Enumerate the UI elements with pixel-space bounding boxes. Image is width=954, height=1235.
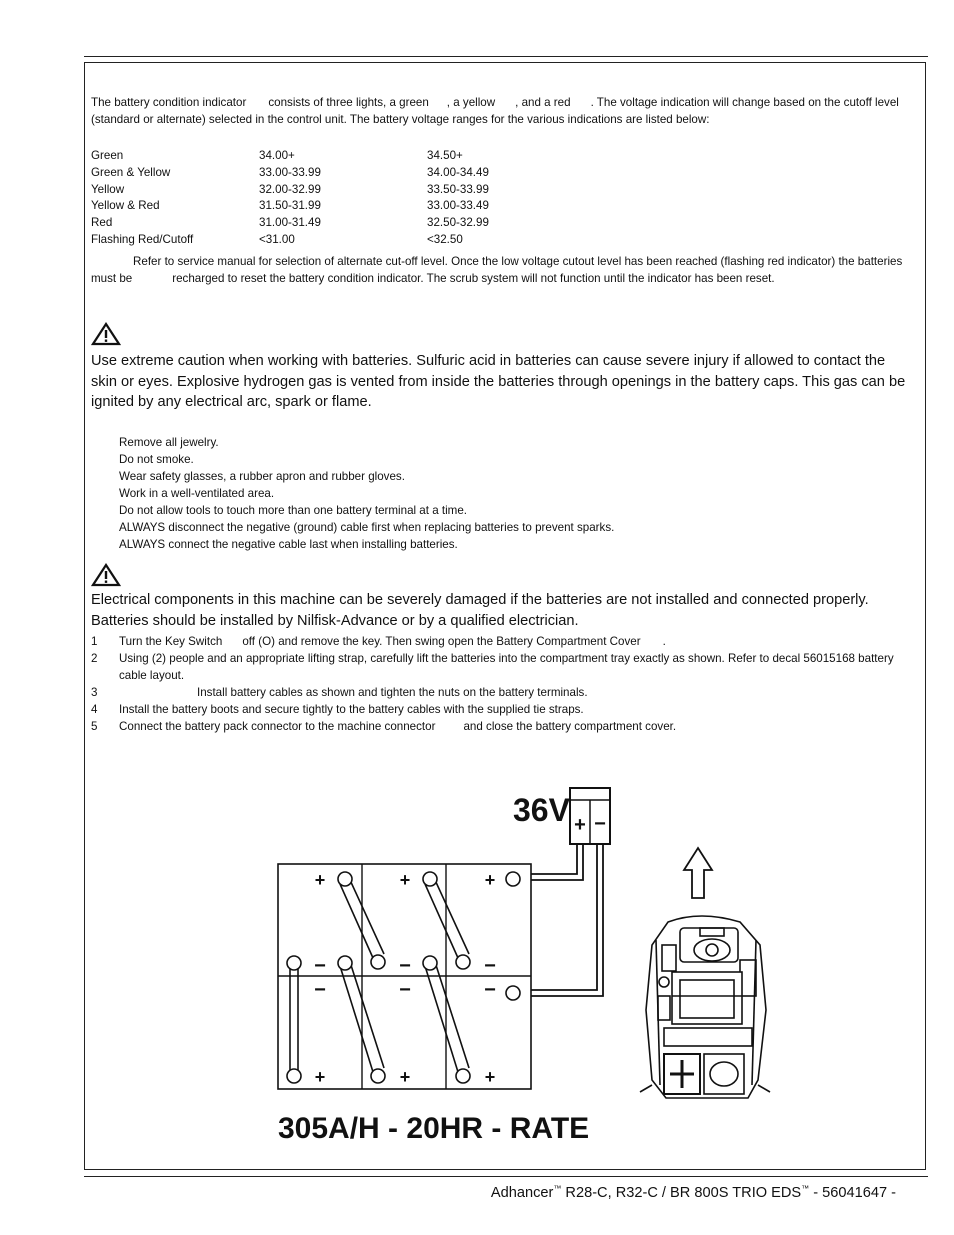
table-cell: Green & Yellow [91, 165, 171, 179]
table-cell: 34.50+ [427, 149, 463, 162]
step-text: Connect the battery pack connector to the machine connector [119, 720, 436, 733]
step-number: 2 [91, 652, 98, 665]
terminal-minus-label: − [399, 979, 411, 1001]
table-cell: 31.00-31.49 [259, 216, 321, 230]
list-item: ALWAYS connect the negative cable last when installing batteries. [119, 538, 458, 551]
note-text-1: Refer to service manual for selection of alternate cut-off level. Once the low voltage cutout level has been reached (flashing red indicator) the batteries must be [91, 255, 903, 285]
terminal-minus-label: − [314, 955, 326, 977]
intro-text-3: , a yellow [446, 96, 496, 109]
terminal-minus-label: − [314, 979, 326, 1001]
step-text: . [662, 635, 666, 648]
table-cell: <32.50 [427, 232, 463, 246]
step-text: Install the battery boots and secure tightly to the battery cables with the supplied tie straps. [119, 703, 584, 716]
list-item: Do not allow tools to touch more than one battery terminal at a time. [119, 504, 467, 517]
machine-top-view [640, 916, 770, 1098]
table-cell: 33.50-33.99 [427, 182, 489, 196]
table-cell: 32.50-32.99 [427, 216, 489, 230]
intro-text-1: The battery condition indicator [91, 96, 247, 109]
step-number: 1 [91, 635, 98, 648]
warning-battery-text: Use extreme caution when working with batteries. Sulfuric acid in batteries can cause severe injury if allowed to contact the skin or eyes. Explosive hydrogen gas is vented from inside the batteries through openings in the battery caps. This gas can be ignited by any electrical arc, spark or flame. [91, 353, 906, 410]
step-text: Install battery cables as shown and tighten the nuts on the battery terminals. [197, 686, 588, 699]
footer-brand: Adhancer [490, 1185, 554, 1201]
terminal-plus-label: + [484, 1067, 496, 1087]
voltage-label: 36V [513, 792, 570, 828]
table-cell: 32.00-32.99 [259, 182, 321, 196]
terminal-plus-label: + [314, 1067, 326, 1087]
note-text-2: recharged to reset the battery condition indicator. The scrub system will not function until the indicator has been reset. [172, 272, 775, 285]
step-text: and close the battery compartment cover. [463, 720, 677, 733]
step-text: Turn the Key Switch [119, 635, 223, 648]
table-cell: 34.00+ [259, 149, 295, 162]
table-cell: Green [91, 149, 124, 162]
terminal-minus-label: − [399, 955, 411, 977]
intro-text-2: consists of three lights, a green [268, 96, 429, 109]
table-cell: 31.50-31.99 [259, 199, 321, 213]
battery-pack-connector [570, 788, 610, 844]
footer-models: R28-C, R32-C / BR 800S TRIO EDS [561, 1185, 802, 1201]
forward-arrow-icon [684, 848, 712, 898]
intro-text-5: . The voltage indication will change based on the cutoff level (standard or alternate) selected in the control unit. The battery voltage ranges for the various indications are listed below: [91, 96, 899, 126]
battery-rating-label: 305A/H - 20HR - RATE [278, 1112, 590, 1145]
terminal-plus-label: + [399, 1067, 411, 1087]
terminal-plus-label: + [314, 870, 326, 890]
terminal-minus-label: − [484, 955, 496, 977]
step-number: 5 [91, 720, 98, 733]
terminal-minus-label: − [484, 979, 496, 1001]
warning-electrical-text: Electrical components in this machine can be severely damaged if the batteries are not installed and connected properly. Batteries should be installed by Nilfisk-Advance or by a qualified electrician. [91, 592, 869, 629]
table-cell: Yellow & Red [91, 199, 160, 213]
step-number: 4 [91, 703, 98, 716]
footer-rule [84, 1176, 928, 1177]
intro-text-4: , and a red [515, 96, 571, 109]
list-item: Work in a well-ventilated area. [119, 487, 275, 500]
connector-plus-label: + [574, 814, 586, 836]
table-cell: <31.00 [259, 232, 295, 246]
terminal-plus-label: + [399, 870, 411, 890]
list-item: Remove all jewelry. [119, 436, 219, 449]
table-cell: 33.00-33.49 [427, 199, 489, 213]
table-cell: Yellow [91, 182, 125, 196]
terminal-plus-label: + [484, 870, 496, 890]
list-item: Wear safety glasses, a rubber apron and rubber gloves. [119, 470, 405, 483]
page-footer [491, 1184, 896, 1201]
table-cell: Red [91, 216, 113, 230]
step-text: off (O) and remove the key. Then swing open the Battery Compartment Cover [242, 635, 641, 648]
step-number: 3 [91, 686, 98, 699]
footer-doc-number: - 56041647 - [809, 1185, 896, 1201]
table-cell: Flashing Red/Cutoff [91, 232, 194, 246]
footer-trademark: ™ [801, 1184, 810, 1193]
list-item: Do not smoke. [119, 453, 194, 466]
step-text: Using (2) people and an appropriate lifting strap, carefully lift the batteries into the compartment tray exactly as shown. Refer to decal 56015168 battery cable layout. [119, 652, 894, 682]
footer-trademark: ™ [553, 1184, 562, 1193]
list-item: ALWAYS disconnect the negative (ground) cable first when replacing batteries to prevent sparks. [119, 521, 615, 534]
table-cell: 33.00-33.99 [259, 165, 321, 179]
connector-minus-label: − [594, 813, 606, 835]
table-cell: 34.00-34.49 [427, 165, 489, 179]
